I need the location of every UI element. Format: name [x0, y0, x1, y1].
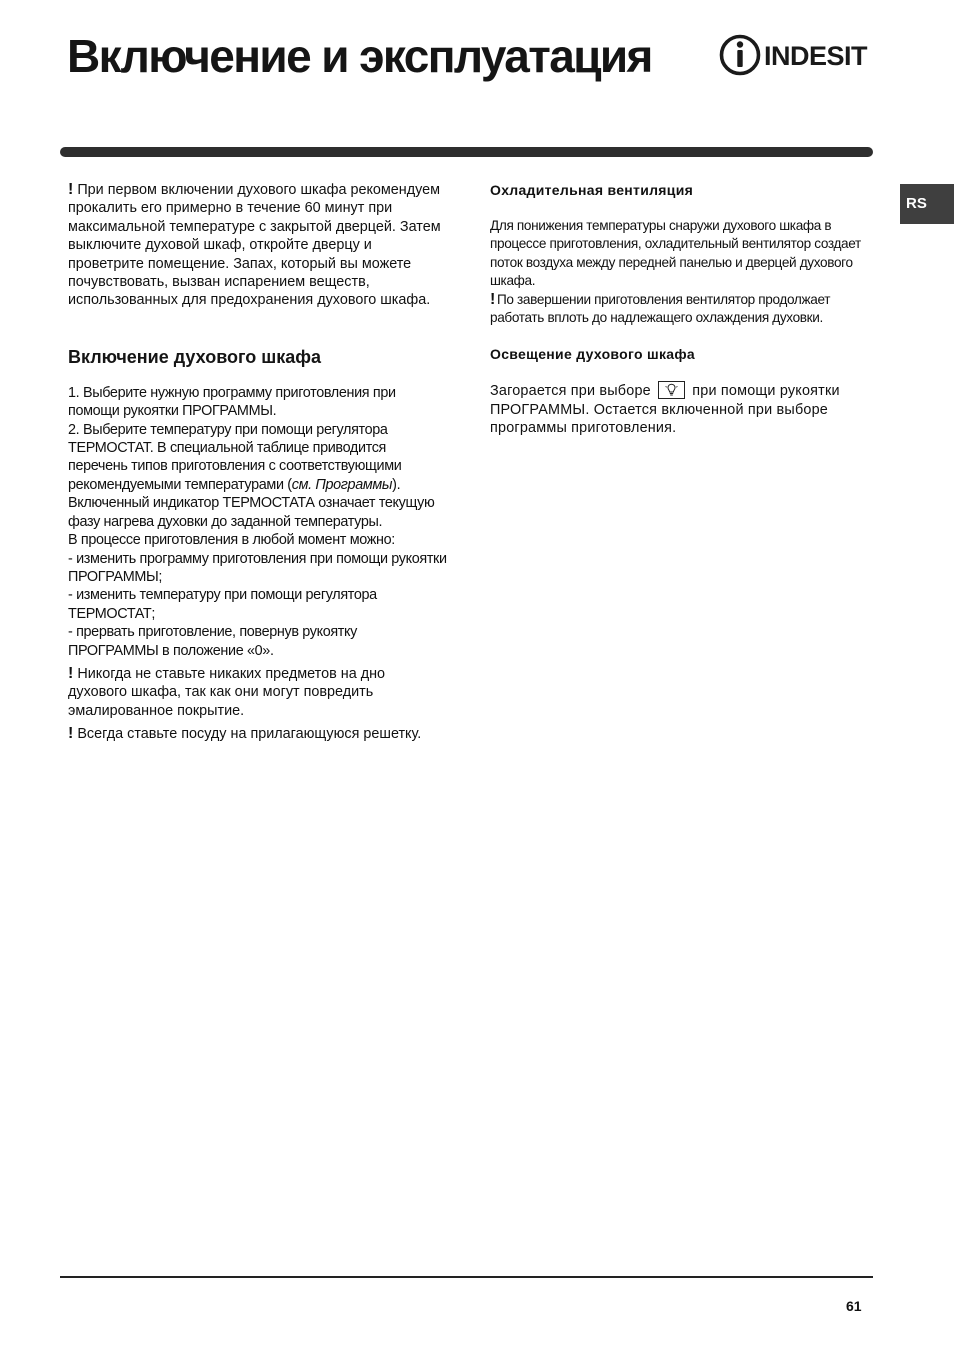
cooling-fan-warning-text: По завершении приготовления вентилятор продолжает работать вплоть до надлежащего охлаждения духовки.: [490, 291, 831, 326]
step-1: 1. Выберите нужную программу приготовления при помощи рукоятки ПРОГРАММЫ.: [68, 384, 396, 420]
cooling-fan-text: Для понижения температуры снаружи духового шкафа в процессе приготовления, охладительный вентилятор создает поток воздуха между передней панелью и дверцей духового шкафа.: [490, 218, 861, 289]
oven-light-text-before: Загорается при выборе: [490, 383, 651, 400]
intro-warning-text: При первом включении духового шкафа рекомендуем прокалить его примерно в течение 60 минут при максимальной температуре с закрытой дверцей. Затем выключите духовой шкаф, откройте дверцу и проветрите помещение. Запах, который вы можете почувствовать, вызван испарением веществ, использованных для предохранения духового шкафа.: [68, 182, 441, 309]
indesit-logo: [718, 33, 878, 79]
oven-light-text-after: при помощи рукоятки ПРОГРАММЫ. Остается включенной при выборе программы приготовления.: [490, 383, 840, 437]
intro-warning: [68, 181, 448, 310]
right-column: [490, 181, 862, 438]
language-tab: RS: [900, 184, 954, 224]
cooling-fan-title: Охладительная вентиляция: [490, 182, 694, 198]
step-2-text: 2. Выберите температуру при помощи регулятора ТЕРМОСТАТ. В специальной таблице приводится перечень типов приготовления с соответствующими рекомендуемыми температурами (: [68, 421, 402, 493]
warning-rack-text: Всегда ставьте посуду на прилагающуюся решетку.: [77, 726, 422, 743]
warning-icon: !: [68, 725, 74, 743]
option-stop-cooking: - прервать приготовление, повернув рукоятку ПРОГРАММЫ в положение «0».: [68, 624, 357, 659]
step-2-reference: см. Программы: [291, 476, 393, 493]
indesit-logo-icon: [718, 33, 878, 79]
warning-icon: !: [68, 664, 74, 682]
oven-light-text: [490, 381, 862, 437]
cooling-fan-warning: [490, 291, 862, 328]
oven-light-title: Освещение духового шкафа: [490, 346, 695, 363]
indicator-text: Включенный индикатор ТЕРМОСТАТА означает текущую фазу нагрева духовки до заданной температуры.: [68, 495, 435, 530]
option-change-temperature: - изменить температуру при помощи регулятора ТЕРМОСТАТ;: [68, 587, 377, 622]
warning-rack: [68, 725, 448, 743]
option-change-program: - изменить программу приготовления при помощи рукоятки ПРОГРАММЫ;: [68, 550, 447, 585]
footer-divider: [60, 1276, 873, 1278]
header-divider: [60, 147, 873, 157]
page-title: Включение и эксплуатация: [67, 30, 652, 82]
step-2: [68, 421, 448, 495]
warning-enamel-text: Никогда не ставьте никаких предметов на дно духового шкафа, так как они могут повредить эмалированное покрытие.: [68, 665, 386, 719]
left-column: [68, 181, 448, 744]
warning-icon: !: [490, 290, 495, 308]
section-title-oven-switching-on: Включение духового шкафа: [68, 346, 322, 367]
svg-text:INDESIT: INDESIT: [764, 41, 868, 71]
page-number: 61: [846, 1298, 862, 1314]
warning-icon: !: [68, 181, 74, 198]
oven-light-bulb-icon: [658, 381, 685, 399]
warning-enamel: [68, 665, 448, 720]
step-2-end: ).: [392, 476, 401, 493]
during-cooking-intro: В процессе приготовления в любой момент можно:: [68, 532, 395, 549]
